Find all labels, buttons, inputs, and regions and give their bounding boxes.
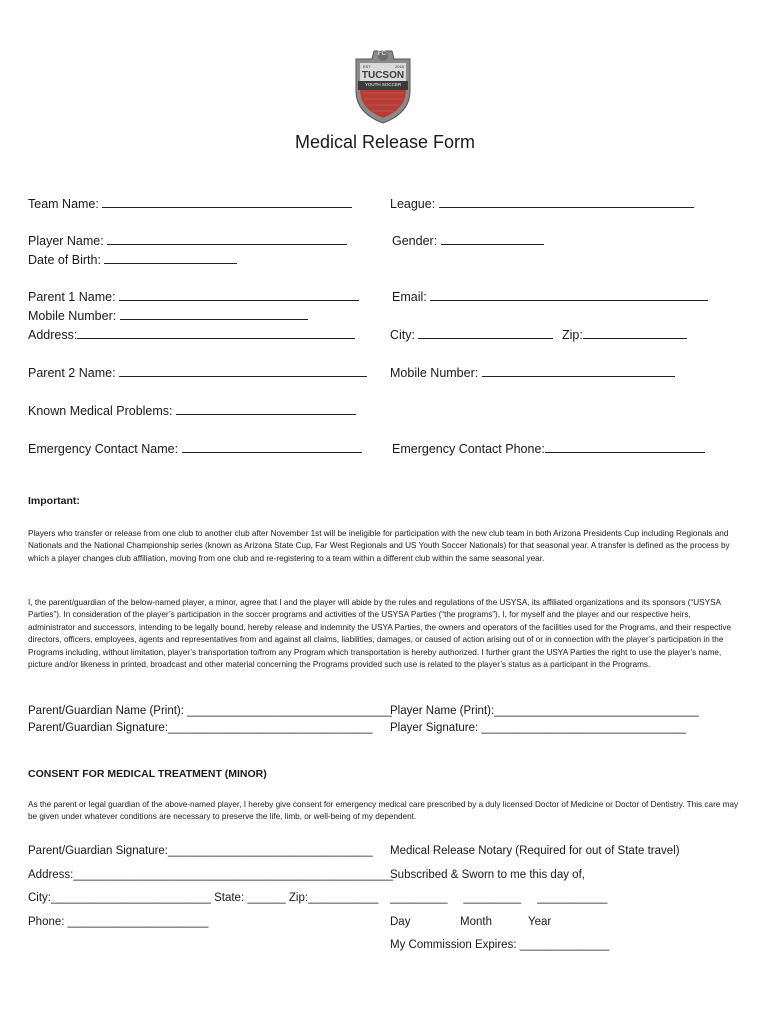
player-name-label: Player Name: [28,234,104,248]
day-label: Day [390,916,411,928]
league-field [390,195,694,212]
team-name-line[interactable] [102,195,352,208]
consent-paragraph: As the parent or legal guardian of the above-named player, I hereby give consent for emergency medical care prescribed by a duly licensed Doctor of Medicine or Doctor of Dentistry. This care may be given under whatever conditions are necessary to preserve the life, limb, or well-being of my dependent. [28,800,739,822]
player-print-line[interactable]: Player Name (Print):________________________________ [390,705,699,717]
mobile1-label: Mobile Number: [28,309,117,323]
city-label: City: [390,328,415,342]
email-label: Email: [392,290,427,304]
dob-field [28,251,237,268]
city-line[interactable] [418,326,553,339]
zip-label: Zip: [562,328,583,342]
league-line[interactable] [439,195,694,208]
parent1-name-label: Parent 1 Name: [28,290,116,304]
logo-name-text: TUCSON [361,70,405,81]
release-paragraph: I, the parent/guardian of the below-named player, a minor, agree that I and the player will abide by the rules and regulations of the USYSA, its affiliated organizations and its sponsors (“USYSA Parties”). In consideration of the player’s participation in the soccer programs and activities of the USYSA Parties (“the programs”), I, for myself and the player and our respective heirs, administrator and successors, intending to be legally bound, hereby release and indemnity the USYA Parties, the owners and operators of the facilities used for the Programs, and their respective directors, officers, employees, agents and representatives from and against all claims, liabilities, damages, or caused of action arising out of or in connection with the player’s participation in the Programs including, without limitation, player’s transportation to/from any Program which transportation is hereby authorized. I further grant the USYA Parties the right to use the player’s name, picture and/or likeness in printed, broadcast and other material concerning the Programs provided such use is related to the player’s status as a participant in the Programs. [28,598,731,670]
emergency-name-line[interactable] [182,440,362,453]
zip-line[interactable] [583,326,687,339]
league-label: League: [390,197,436,211]
parent1-name-line[interactable] [119,288,359,301]
mobile1-line[interactable] [120,307,308,320]
mobile2-label: Mobile Number: [390,366,479,380]
parent2-name-field [28,364,367,381]
guardian-print-line[interactable]: Parent/Guardian Name (Print): ________________________________ [28,705,392,717]
mobile1-field [28,307,308,324]
emergency-phone-line[interactable] [545,440,705,453]
emergency-phone-label: Emergency Contact Phone: [392,442,545,456]
mobile2-field [390,364,675,381]
sworn-text: Subscribed & Sworn to me this day of, [390,869,585,881]
club-logo [352,47,414,125]
email-field [392,288,708,305]
player-name-line[interactable] [107,232,347,245]
address-line[interactable] [77,326,355,339]
medical-problems-line[interactable] [176,402,356,415]
player-signature-line[interactable]: Player Signature: ________________________________ [390,722,687,734]
team-name-label: Team Name: [28,197,99,211]
parent1-name-field [28,288,359,305]
city-field [390,326,553,343]
medical-problems-field [28,402,356,419]
zip-field [562,326,687,343]
parent2-name-line[interactable] [119,364,367,377]
consent-heading: CONSENT FOR MEDICAL TREATMENT (MINOR) [28,768,267,780]
logo-banner-text: YOUTH SOCCER [364,82,402,87]
bottom-city-state-zip[interactable]: City:_________________________ State: ______ Zip:___________ [28,892,379,904]
player-name-field [28,232,347,249]
bottom-address[interactable]: Address:__________________________________________________ [28,869,394,881]
page-title: Medical Release Form [294,132,476,152]
bottom-guardian-signature[interactable]: Parent/Guardian Signature:________________________________ [28,845,373,857]
logo-year-text: 2018 [395,64,404,69]
mobile2-line[interactable] [482,364,675,377]
team-name-field [28,195,352,212]
notary-heading: Medical Release Notary (Required for out of State travel) [390,845,680,857]
address-label: Address: [28,328,78,342]
emergency-phone-field [392,440,705,457]
month-label: Month [460,916,492,928]
medical-problems-label: Known Medical Problems: [28,404,173,418]
emergency-name-label: Emergency Contact Name: [28,442,179,456]
emergency-name-field [28,440,362,457]
parent2-name-label: Parent 2 Name: [28,366,116,380]
dob-label: Date of Birth: [28,253,101,267]
year-label: Year [528,916,552,928]
logo-est-text: EST [363,64,371,69]
gender-line[interactable] [441,232,544,245]
date-blanks[interactable]: _________ _________ ___________ [390,892,608,904]
address-field [28,326,355,343]
commission-expires[interactable]: My Commission Expires: ______________ [390,939,610,951]
gender-field [392,232,544,249]
transfer-paragraph: Players who transfer or release from one club to another club after November 1st will be ineligible for participation with the new club team in both Arizona Presidents Cup including Regionals and Nationals and the National Championship series (known as Arizona State Cup, Far West Regionals and US Youth Soccer Nationals) for that seasonal year. A transfer is defined as the process by which a player changes club affiliation, moving from one club and re-registering to a team within a different club within the same seasonal year. [28,529,730,563]
bottom-phone[interactable]: Phone: ______________________ [28,916,209,928]
important-heading: Important: [28,495,80,507]
guardian-signature-line[interactable]: Parent/Guardian Signature:________________________________ [28,722,373,734]
email-line[interactable] [430,288,708,301]
dob-line[interactable] [104,251,237,264]
logo-fc-text: FC [378,51,386,57]
gender-label: Gender: [392,234,438,248]
